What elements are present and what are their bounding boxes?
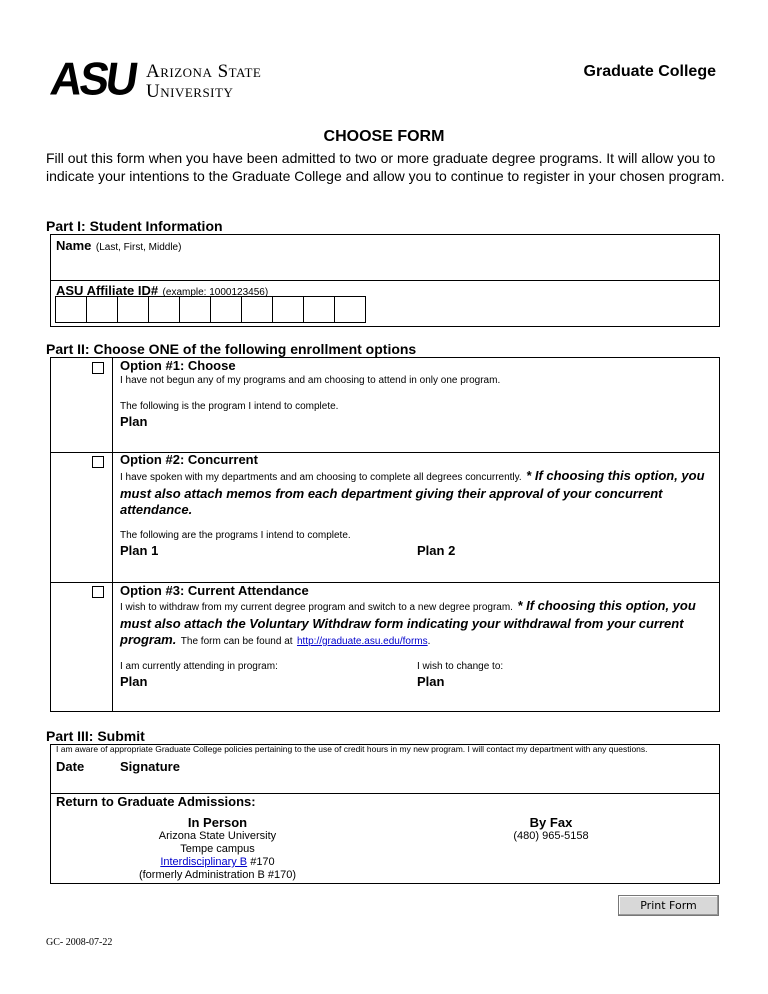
in-person-heading: In Person: [187, 815, 248, 830]
id-digit-cell[interactable]: [210, 296, 242, 323]
option3-title: Option #3: Current Attendance: [120, 583, 309, 598]
option2-intend: The following are the programs I intend to complete.: [120, 530, 351, 541]
option3-current-plan-field[interactable]: Plan: [120, 674, 148, 689]
address-line: Arizona State University: [158, 830, 277, 842]
option2-checkbox[interactable]: [92, 456, 104, 468]
intro-text: Fill out this form when you have been admitted to two or more graduate degree programs. It will allow you to indicate your intentions to the Graduate College and allow you to continue to register in your chosen program.: [46, 150, 725, 184]
id-digit-cell[interactable]: [55, 296, 87, 323]
by-fax-heading: By Fax: [529, 815, 573, 830]
option1-title: Option #1: Choose: [120, 358, 236, 373]
divider: [51, 280, 719, 281]
id-digit-cell[interactable]: [272, 296, 304, 323]
option1-plan-field[interactable]: Plan: [120, 414, 148, 429]
option2-desc: I have spoken with my departments and am choosing to complete all degrees concurrently.: [120, 472, 522, 483]
id-digit-cell[interactable]: [86, 296, 118, 323]
asu-logo-name: [146, 62, 261, 102]
form-title: CHOOSE FORM: [323, 128, 445, 145]
id-digit-cell[interactable]: [117, 296, 149, 323]
id-input-cells[interactable]: [55, 296, 366, 323]
part1-heading: Part I: Student Information: [46, 218, 223, 234]
checkbox-column-divider: [112, 358, 113, 711]
option3-note: * If choosing this option, you must also attach the Voluntary Withdraw form indicating your withdrawal from your current program.: [120, 598, 696, 647]
date-field[interactable]: Date: [56, 759, 85, 774]
option1-checkbox[interactable]: [92, 362, 104, 374]
address-line: (formerly Administration B #170): [138, 869, 297, 881]
option2-plan2-field[interactable]: Plan 2: [417, 543, 456, 558]
id-digit-cell[interactable]: [148, 296, 180, 323]
part3-heading: Part III: Submit: [46, 728, 145, 744]
print-form-button[interactable]: Print Form: [618, 895, 719, 916]
option2-title: Option #2: Concurrent: [120, 452, 258, 467]
part2-heading: Part II: Choose ONE of the following enrollment options: [46, 341, 417, 357]
college-name: Graduate College: [583, 63, 716, 80]
option1-desc: I have not begun any of my programs and am choosing to attend in only one program.: [120, 375, 501, 386]
option3-change-label: I wish to change to:: [417, 661, 504, 672]
option2-plan1-field[interactable]: Plan 1: [120, 543, 159, 558]
option2-desc-block: [120, 468, 710, 518]
building-link[interactable]: Interdisciplinary B: [160, 856, 248, 868]
form-code: GC- 2008-07-22: [46, 937, 113, 948]
by-fax-block: [480, 815, 622, 843]
name-hint: (Last, First, Middle): [95, 242, 182, 253]
signature-field[interactable]: Signature: [120, 759, 180, 774]
in-person-block: [115, 815, 320, 882]
option2-note: * If choosing this option, you must also attach memos from each department giving their approval of your concurrent attendance.: [120, 468, 705, 517]
option3-desc: I wish to withdraw from my current degree program and switch to a new degree program.: [120, 602, 513, 613]
return-heading: Return to Graduate Admissions:: [56, 794, 256, 809]
logo-line-2: University: [146, 81, 234, 102]
forms-link[interactable]: http://graduate.asu.edu/forms: [296, 636, 428, 647]
id-digit-cell[interactable]: [334, 296, 366, 323]
id-digit-cell[interactable]: [303, 296, 335, 323]
option3-desc-block: I wish to withdraw from my current degree program and switch to a new degree program. * If choosing this option, you must also attach the Voluntary Withdraw form indicating your withdrawal from your current program. The form can be found at http://graduate.asu.edu/forms.: [120, 598, 696, 647]
option1-intend: The following is the program I intend to complete.: [120, 401, 339, 412]
option3-current-label: I am currently attending in program:: [120, 661, 278, 672]
option3-checkbox[interactable]: [92, 586, 104, 598]
name-field[interactable]: [56, 237, 181, 255]
id-digit-cell[interactable]: [241, 296, 273, 323]
fax-number: (480) 965-5158: [513, 830, 589, 842]
address-line: Tempe campus: [180, 843, 255, 855]
asu-logo-mark: ASU: [47, 53, 139, 106]
name-label: Name: [56, 238, 92, 253]
room-number: #170: [247, 856, 275, 868]
logo-line-1: Arizona State: [146, 61, 262, 82]
option3-new-plan-field[interactable]: Plan: [417, 674, 445, 689]
option3-note-b: The form can be found at: [180, 636, 293, 647]
policy-text: I am aware of appropriate Graduate College policies pertaining to the use of credit hours in my new program. I will contact my department with any questions.: [56, 744, 648, 754]
address-line: [115, 856, 320, 869]
id-hint: (example: 1000123456): [162, 287, 269, 298]
id-digit-cell[interactable]: [179, 296, 211, 323]
id-label: ASU Affiliate ID#: [56, 283, 159, 298]
